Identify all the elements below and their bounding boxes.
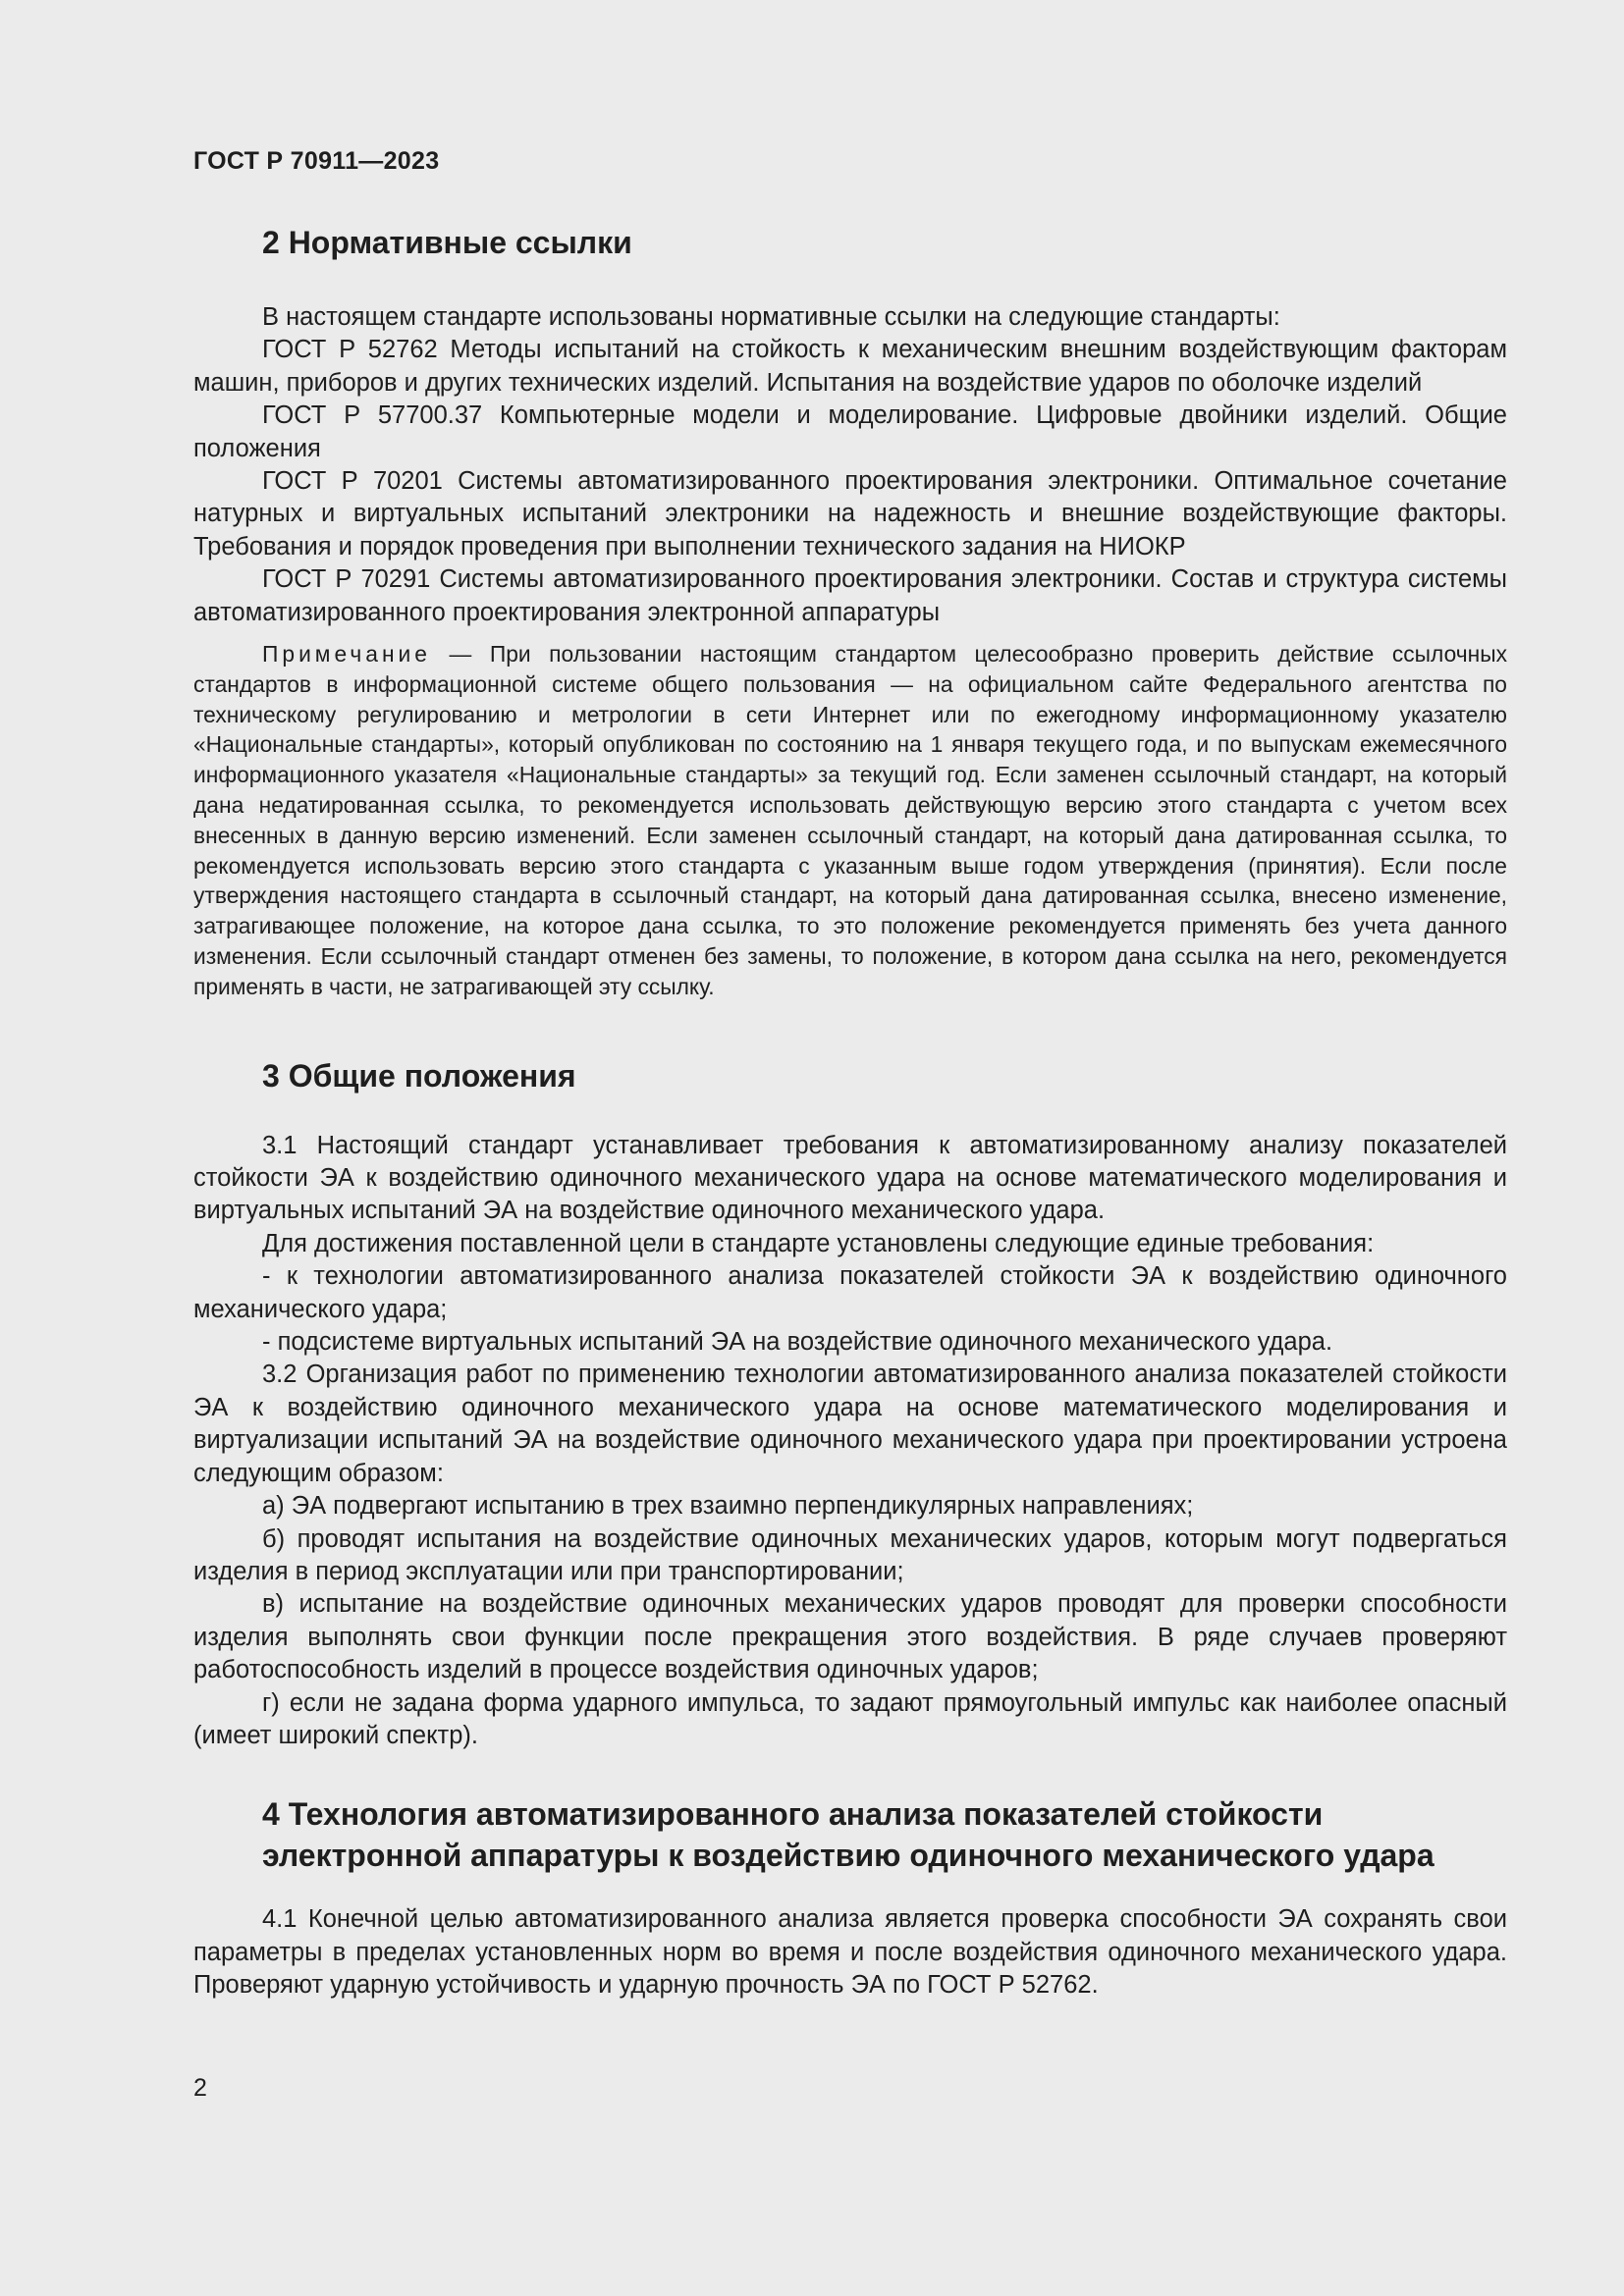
list-item-b: б) проводят испытания на воздействие одиночных механических ударов, которым могут подвергаться изделия в период эксплуатации или при транспортировании; (193, 1524, 1507, 1585)
list-item-v: в) испытание на воздействие одиночных механических ударов проводят для проверки способности изделия выполнять свои функции после прекращения этого воздействия. В ряде случаев проверяют работоспособность изделий в процессе воздействия одиночных ударов; (193, 1590, 1507, 1684)
requirements-intro: Для достижения поставленной цели в стандарте установлены следующие единые требования: (262, 1229, 1375, 1257)
list-item-g: г) если не задана форма ударного импульса, то задают прямоугольный импульс как наиболее опасный (имеет широкий спектр). (193, 1688, 1507, 1749)
clause-3-1: 3.1 Настоящий стандарт устанавливает требования к автоматизированному анализу показателей стойкости ЭА к воздействию одиночного механического удара на основе математического моделирования и виртуальных испытаний ЭА на воздействие одиночного механического удара. (193, 1131, 1507, 1225)
clause-3-2: 3.2 Организация работ по применению технологии автоматизированного анализа показателей стойкости ЭА к воздействию одиночного механического удара на основе математического моделирования и виртуализации испытаний ЭА на воздействие одиночного механического удара при проектировании устроена следующим образом: (193, 1361, 1507, 1487)
requirement-item-subsystem: - подсистеме виртуальных испытаний ЭА на воздействие одиночного механического удара. (262, 1328, 1333, 1357)
note-text: — При пользовании настоящим стандартом целесообразно проверить действие ссылочных стандартов в информационной системе общего пользования — на официальном сайте Федерального агентства по техническому регулированию и метрологии в сети Интернет или по ежегодному информационному указателю «Национальные стандарты», который опубликован по состоянию на 1 января текущего года, и по выпускам ежемесячного информационного указателя «Национальные стандарты» за текущий год. Если заменен ссылочный стандарт, на который дана недатированная ссылка, то рекомендуется использовать действующую версию этого стандарта с учетом всех внесенных в данную версию изменений. Если заменен ссылочный стандарт, на который дана датированная ссылка, то рекомендуется использовать версию этого стандарта с указанным выше годом утверждения (принятия). Если после утверждения настоящего стандарта в ссылочный стандарт, на который дана датированная ссылка, внесено изменение, затрагивающее положение, на которое дана ссылка, то это положение рекомендуется применять без учета данного изменения. Если ссылочный стандарт отменен без замены, то положение, в котором дана ссылка на него, рекомендуется применять в части, не затрагивающей эту ссылку. (193, 641, 1507, 999)
section-2-intro: В настоящем стандарте использованы нормативные ссылки на следующие стандарты: (262, 303, 1280, 331)
section-2-heading: 2 Нормативные ссылки (262, 225, 632, 260)
note-label: Примечание (262, 641, 431, 667)
section-4-heading-line-2: электронной аппаратуры к воздействию одиночного механического удара (262, 1838, 1435, 1874)
section-4-heading (193, 1793, 1507, 1876)
clause-4-1: 4.1 Конечной целью автоматизированного анализа является проверка способности ЭА сохранять свои параметры в пределах установленных норм во время и после воздействия одиночного механического удара. Проверяют ударную устойчивость и ударную прочность ЭА по ГОСТ Р 52762. (193, 1905, 1507, 2000)
reference-gost-52762: ГОСТ Р 52762 Методы испытаний на стойкость к механическим внешним воздействующим факторам машин, приборов и других технических изделий. Испытания на воздействие ударов по оболочке изделий (193, 336, 1507, 397)
section-4-heading-line-1: 4 Технология автоматизированного анализа показателей стойкости (262, 1796, 1324, 1833)
section-3-heading: 3 Общие положения (262, 1057, 576, 1094)
reference-gost-70291: ГОСТ Р 70291 Системы автоматизированного проектирования электроники. Состав и структура системы автоматизированного проектирования электронной аппаратуры (193, 565, 1507, 626)
list-item-a: а) ЭА подвергают испытанию в трех взаимно перпендикулярных направлениях; (262, 1492, 1194, 1521)
page-content (193, 222, 1507, 2002)
page-number: 2 (193, 2074, 207, 2102)
requirement-item-technology: - к технологии автоматизированного анализа показателей стойкости ЭА к воздействию одиночного механического удара; (193, 1262, 1507, 1323)
reference-gost-57700-37: ГОСТ Р 57700.37 Компьютерные модели и моделирование. Цифровые двойники изделий. Общие положения (193, 401, 1507, 462)
document-id-header: ГОСТ Р 70911—2023 (193, 147, 440, 175)
note-paragraph (193, 639, 1507, 1002)
reference-gost-70201: ГОСТ Р 70201 Системы автоматизированного проектирования электроники. Оптимальное сочетание натурных и виртуальных испытаний электроники на надежность и внешние воздействующие факторы. Требования и порядок проведения при выполнении технического задания на НИОКР (193, 467, 1507, 561)
